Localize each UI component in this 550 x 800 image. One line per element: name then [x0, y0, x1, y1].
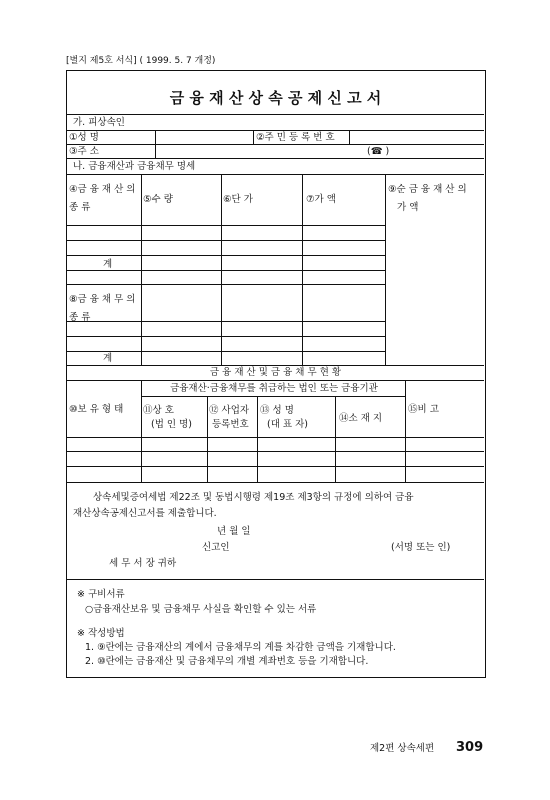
institution-header: 금융재산·금융채무를 취급하는 법인 또는 금융기관: [170, 383, 378, 394]
form-header-note: [별지 제5호 서식] ( 1999. 5. 7 개정): [66, 56, 216, 66]
method-item-2: 2. ⑩란에는 금융재산 및 금융채무의 개별 계좌번호 등을 기재합니다.: [85, 656, 369, 667]
section-b-label: 나. 금융재산과 금융채무 명세: [73, 161, 196, 172]
declaration-date: 년 월 일: [217, 526, 251, 537]
asset-type-header-2: 종 류: [69, 202, 91, 213]
divider: [67, 240, 385, 241]
divider: [253, 130, 254, 144]
divider: [67, 270, 385, 271]
divider: [385, 174, 386, 365]
docs-title: ※ 구비서류: [77, 589, 125, 600]
divider: [349, 130, 350, 144]
asset-subtotal-label: 계: [103, 259, 113, 270]
chapter-label: 제2편 상속세편: [370, 743, 435, 754]
divider: [67, 437, 484, 438]
page-number: 309: [456, 740, 484, 755]
quantity-header: ⑤수 량: [143, 194, 173, 205]
divider: [67, 158, 484, 159]
divider: [67, 114, 484, 115]
form-title: 금 융 재 산 상 속 공 제 신 고 서: [169, 89, 382, 107]
divider: [67, 130, 484, 131]
debt-subtotal-label: 계: [103, 353, 113, 364]
divider: [67, 482, 484, 483]
divider: [67, 351, 385, 352]
debt-type-header-2: 종 류: [69, 312, 91, 323]
report-form: [66, 70, 486, 678]
declaration-line-2: 재산상속공제신고서를 제출합니다.: [73, 508, 217, 519]
divider: [67, 365, 484, 366]
signature-label: (서명 또는 인): [391, 542, 451, 553]
divider: [67, 336, 385, 337]
rrn-label: ②주 민 등 록 번 호: [256, 132, 335, 143]
asset-type-header: ④금 융 재 산 의: [69, 184, 136, 195]
holding-type-header: ⑩보 유 형 태: [69, 404, 124, 415]
divider: [67, 284, 385, 285]
trade-name-header: ⑪상 호: [143, 405, 174, 416]
declaration-line-1: 상속세및증여세법 제22조 및 동법시행령 제19조 제3항의 규정에 의하여 금융: [93, 492, 414, 503]
divider: [67, 451, 484, 452]
debt-type-header: ⑧금 융 채 무 의: [69, 294, 136, 305]
divider: [335, 396, 336, 482]
divider: [67, 579, 484, 580]
trade-name-header-2: (법 인 명): [151, 419, 192, 430]
divider: [67, 255, 385, 256]
divider: [257, 396, 258, 482]
net-asset-header: ⑨순 금 융 재 산 의: [388, 184, 467, 195]
divider: [67, 144, 484, 145]
section-a-label: 가. 피상속인: [73, 117, 125, 128]
divider: [67, 466, 484, 467]
divider: [67, 174, 484, 175]
divider: [67, 321, 385, 322]
docs-item: ○금융재산보유 및 금융채무 사실을 확인할 수 있는 서류: [85, 604, 317, 615]
amount-header: ⑦가 액: [306, 194, 336, 205]
holdings-title: 금 융 재 산 및 금 융 채 무 현 황: [209, 367, 342, 378]
name-label: ①성 명: [69, 132, 99, 143]
phone-label: (☎ ): [367, 146, 390, 157]
divider: [67, 225, 385, 226]
divider: [67, 380, 484, 381]
divider: [141, 396, 405, 397]
surname-header-2: (대 표 자): [267, 419, 308, 430]
divider: [207, 396, 208, 482]
method-title: ※ 작성방법: [77, 628, 125, 639]
remarks-header: ⑮비 고: [408, 404, 439, 415]
net-asset-header-2: 가 액: [397, 202, 419, 213]
surname-header: ⑬ 성 명: [260, 405, 294, 416]
address-label: ③주 소: [69, 146, 99, 157]
bizno-header: ⑫ 사업자: [209, 405, 250, 416]
method-item-1: 1. ⑨란에는 금융재산의 계에서 금융채무의 계를 차감한 금액을 기재합니다.: [85, 642, 396, 653]
addressee: 세 무 서 장 귀하: [109, 558, 177, 569]
unit-price-header: ⑥단 가: [223, 194, 253, 205]
bizno-header-2: 등록번호: [212, 419, 249, 430]
reporter-label: 신고인: [202, 542, 230, 553]
location-header: ⑭소 재 지: [339, 413, 383, 424]
